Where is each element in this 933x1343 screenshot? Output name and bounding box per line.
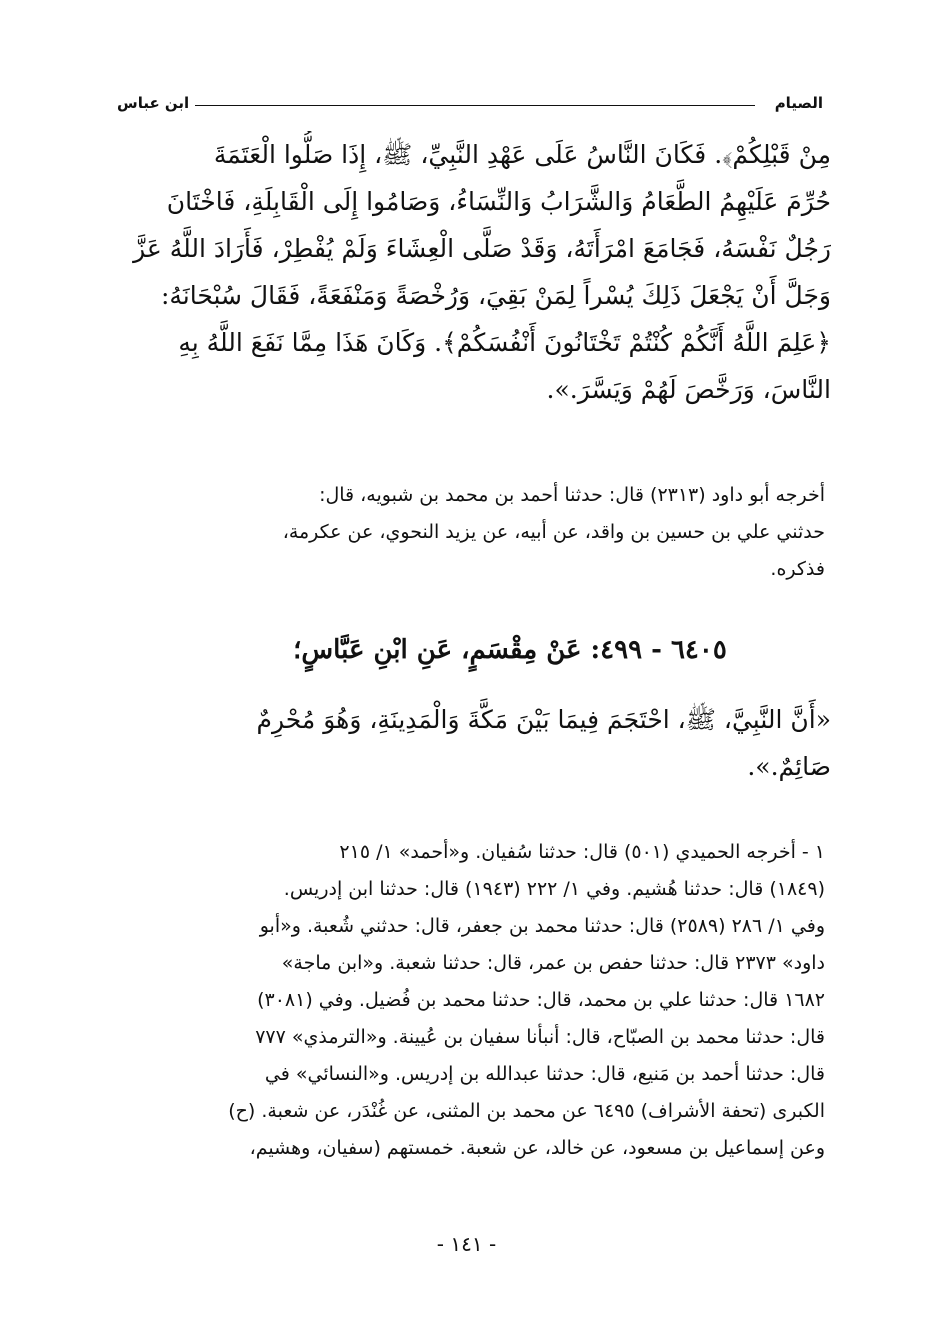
page-number: - ١٤١ - [436,1232,497,1256]
header-author: ابن عباس [117,94,190,112]
text-line: ﴿عَلِمَ اللَّهُ أَنَّكُمْ كُنْتُمْ تَخْتَانُونَ أَنْفُسَكُمْ﴾. وَكَانَ هَذَا مِمَّا نَفَعَ اللَّهُ بِهِ [178,328,831,357]
text-line: صَائِمٌ.». [747,752,831,781]
hadith-heading: ٦٤٠٥ - ٤٩٩: عَنْ مِقْسَمٍ، عَنِ ابْنِ عَبَّاسٍ؛ [293,635,727,665]
takhrij-note-2 [115,834,825,1167]
note-line: ١ - أخرجه الحميدي (٥٠١) قال: حدثنا سُفيان. و«أحمد» ١/ ٢١٥ [339,841,825,863]
text-line: حُرِّمَ عَلَيْهِمُ الطَّعَامُ وَالشَّرَابُ وَالنِّسَاءُ، وَصَامُوا إِلَى الْقَابِلَةِ، فَاخْتَانَ [166,187,831,216]
note-line: داود» ٢٣٧٣ قال: حدثنا حفص بن عمر، قال: حدثنا شعبة. و«ابن ماجة» [281,952,825,974]
text-line: رَجُلٌ نَفْسَهُ، فَجَامَعَ امْرَأَتَهُ، وَقَدْ صَلَّى الْعِشَاءَ وَلَمْ يُفْطِرْ، فَأَرَادَ اللَّهُ عَزَّ [133,234,831,263]
note-line: الكبرى (تحفة الأشراف) ٦٤٩٥ عن محمد بن المثنى، عن غُنْدَر، عن شعبة. (ح) [228,1100,825,1122]
takhrij-note-1 [115,477,825,588]
note-line: قال: حدثنا أحمد بن مَنيع، قال: حدثنا عبدالله بن إدريس. و«النسائي» في [264,1063,825,1085]
note-line: حدثني علي بن حسين بن واقد، عن أبيه، عن يزيد النحوي، عن عكرمة، [282,521,825,543]
hadith-text-2 [113,696,831,790]
note-line: فذكره. [770,558,825,580]
text-line: وَجَلَّ أَنْ يَجْعَلَ ذَلِكَ يُسْراً لِمَنْ بَقِيَ، وَرُخْصَةً وَمَنْفَعَةً، فَقَالَ سُبْحَانَهُ: [160,281,831,310]
note-line: وعن إسماعيل بن مسعود، عن خالد، عن شعبة. خمستهم (سفيان، وهشيم، [249,1137,825,1159]
text-line: «أَنَّ النَّبِيَّ، ﷺ، احْتَجَمَ فِيمَا بَيْنَ مَكَّةَ وَالْمَدِينَةِ، وَهُوَ مُحْرِمٌ [256,705,831,734]
note-line: قال: حدثنا محمد بن الصبّاح، قال: أنبأنا سفيان بن عُيينة. و«الترمذي» ٧٧٧ [255,1026,825,1048]
header-section-title: الصيام [774,94,823,112]
note-line: أخرجه أبو داود (٢٣١٣) قال: حدثنا أحمد بن محمد بن شبويه، قال: [319,484,825,506]
note-line: (١٨٤٩) قال: حدثنا هُشيم. وفي ١/ ٢٢٢ (١٩٤٣) قال: حدثنا ابن إدريس. [283,878,825,900]
hadith-text-1 [113,131,831,413]
text-line: النَّاسَ، وَرَخَّصَ لَهُمْ وَيَسَّرَ.». [546,375,831,404]
header-rule [195,105,755,106]
note-line: وفي ١/ ٢٨٦ (٢٥٨٩) قال: حدثنا محمد بن جعفر، قال: حدثني شُعبة. و«أبو [259,915,825,937]
text-line: مِنْ قَبْلِكُمْ﴾. فَكَانَ النَّاسُ عَلَى عَهْدِ النَّبِيِّ، ﷺ، إِذَا صَلُّوا الْعَتَمَةَ [213,140,831,169]
running-header [117,94,823,122]
note-line: ١٦٨٢ قال: حدثنا علي بن محمد، قال: حدثنا محمد بن فُضيل. وفي (٣٠٨١) [257,989,825,1011]
